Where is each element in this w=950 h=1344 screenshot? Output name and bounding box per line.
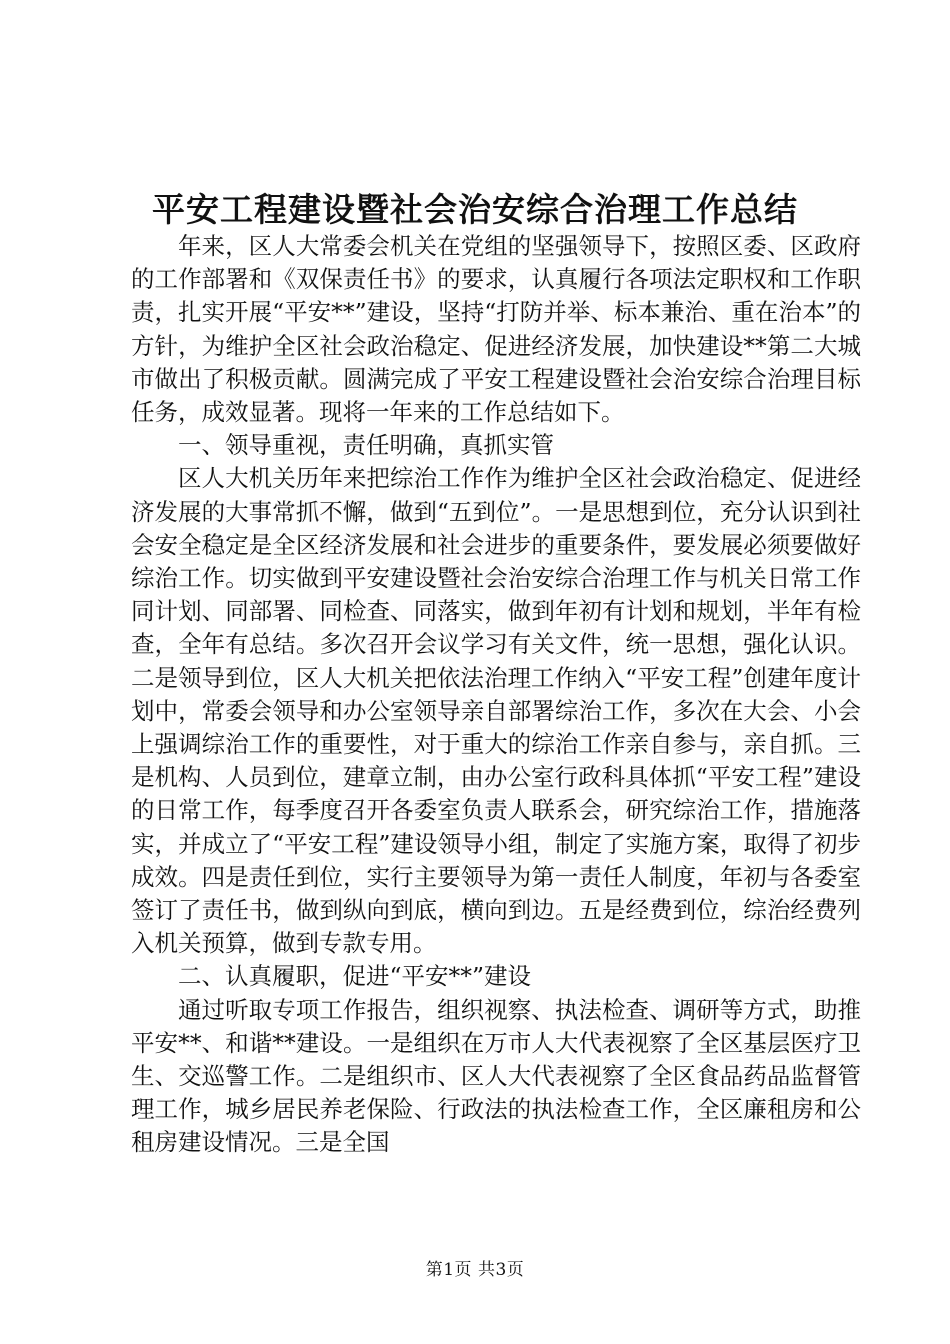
section-2-paragraph: 通过听取专项工作报告，组织视察、执法检查、调研等方式，助推平安**、和谐**建设。一是组织在万市人大代表视察了全区基层医疗卫生、交巡警工作。二是组织市、区人大代表视察了全区食品药品监督管理工作，城乡居民养老保险、行政法的执法检查工作，全区廉租房和公租房建设情况。三是全国 [131, 995, 861, 1157]
section-1-paragraph: 区人大机关历年来把综治工作作为维护全区社会政治稳定、促进经济发展的大事常抓不懈，做到“五到位”。一是思想到位，充分认识到社会安全稳定是全区经济发展和社会进步的重要条件，要发展必须要做好综治工作。切实做到平安建设暨社会治安综合治理工作与机关日常工作同计划、同部署、同检查、同落实，做到年初有计划和规划，半年有检查，全年有总结。多次召开会议学习有关文件，统一思想，强化认识。二是领导到位，区人大机关把依法治理工作纳入“平安工程”创建年度计划中，常委会领导和办公室领导亲自部署综治工作，多次在大会、小会上强调综治工作的重要性，对于重大的综治工作亲自参与，亲自抓。三是机构、人员到位，建章立制，由办公室行政科具体抓“平安工程”建设的日常工作，每季度召开各委室负责人联系会，研究综治工作，措施落实，并成立了“平安工程”建设领导小组，制定了实施方案，取得了初步成效。四是责任到位，实行主要领导为第一责任人制度，年初与各委室签订了责任书，做到纵向到底，横向到边。五是经费到位，综治经费列入机关预算，做到专款专用。 [131, 464, 861, 958]
document-title: 平安工程建设暨社会治安综合治理工作总结 [152, 190, 798, 229]
document-body [131, 230, 861, 1160]
intro-paragraph: 年来，区人大常委会机关在党组的坚强领导下，按照区委、区政府的工作部署和《双保责任书》的要求，认真履行各项法定职权和工作职责，扎实开展“平安**”建设，坚持“打防并举、标本兼治、重在治本”的方针，为维护全区社会政治稳定、促进经济发展，加快建设**第二大城市做出了积极贡献。圆满完成了平安工程建设暨社会治安综合治理目标任务，成效显著。现将一年来的工作总结如下。 [131, 232, 861, 427]
page-number-footer: 第1页 共3页 [425, 1260, 525, 1280]
section-heading-2: 二、认真履职，促进“平安**”建设 [178, 962, 532, 991]
section-heading-1: 一、领导重视，责任明确，真抓实管 [178, 431, 554, 460]
